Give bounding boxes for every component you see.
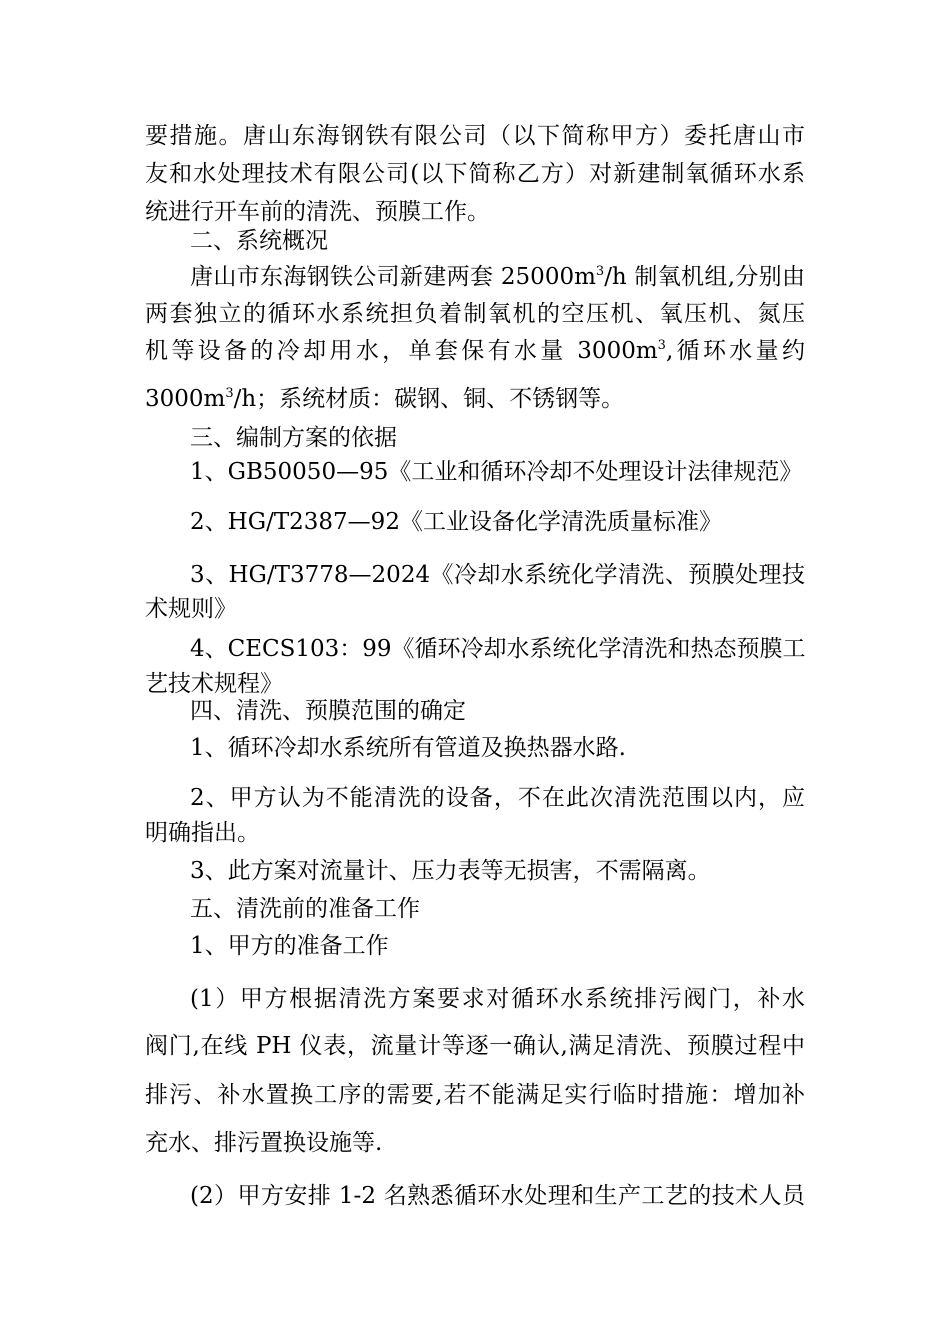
scope-item-1: 1、循环冷却水系统所有管道及换热器水路.	[190, 735, 626, 761]
section-heading-scope: 四、清洗、预膜范围的确定	[190, 698, 466, 724]
basis-item-2: 2、HG/T2387—92《工业设备化学清洗质量标准》	[190, 509, 722, 535]
preparation-p1-line-3: 排污、补水置换工序的需要,若不能满足实行临时措施：增加补	[145, 1082, 805, 1108]
overview-line-4: $3000m^3/h$；系统材质：碳钢、铜、不锈钢等。	[145, 386, 625, 412]
section-heading-system-overview: 二、系统概况	[190, 228, 328, 254]
scope-item-2-line-2: 明确指出。	[145, 820, 260, 846]
scope-item-3: 3、此方案对流量计、压力表等无损害，不需隔离。	[190, 858, 711, 884]
basis-item-4-line-2: 艺技术规程》	[145, 671, 283, 697]
overview-line-2: 两套独立的循环水系统担负着制氧机的空压机、氧压机、氮压	[145, 301, 805, 327]
section-heading-preparation: 五、清洗前的准备工作	[190, 896, 420, 922]
intro-line-1: 要措施。唐山东海钢铁有限公司（以下简称甲方）委托唐山市	[145, 123, 805, 149]
preparation-p1-line-1: (1）甲方根据清洗方案要求对循环水系统排污阀门，补水	[190, 986, 805, 1012]
preparation-p1-line-4: 充水、排污置换设施等.	[145, 1130, 383, 1156]
basis-item-1: 1、GB50050—95《工业和循环冷却不处理设计法律规范》	[190, 459, 803, 485]
scope-item-2-line-1: 2、甲方认为不能清洗的设备，不在此次清洗范围以内，应	[190, 785, 805, 811]
intro-line-2: 友和水处理技术有限公司(以下简称乙方）对新建制氧循环水系	[145, 161, 805, 187]
basis-item-3-line-2: 术规则》	[145, 596, 237, 622]
preparation-subheading-party-a: 1、甲方的准备工作	[190, 933, 389, 959]
preparation-p2-line-1: (2）甲方安排 1-2 名熟悉循环水处理和生产工艺的技术人员	[190, 1183, 805, 1209]
overview-line-3: 机等设备的冷却用水，单套保有水量 $3000m^3$,循环水量约	[145, 338, 806, 364]
preparation-p1-line-2: 阀门,在线 PH 仪表，流量计等逐一确认,满足清洗、预膜过程中	[145, 1033, 805, 1059]
basis-item-3-line-1: 3、HG/T3778—2024《冷却水系统化学清洗、预膜处理技	[190, 562, 805, 588]
overview-line-1: 唐山市东海钢铁公司新建两套 $25000m^3/h$ 制氧机组,分别由	[190, 264, 806, 290]
section-heading-basis: 三、编制方案的依据	[190, 425, 397, 451]
intro-line-3: 统进行开车前的清洗、预膜工作。	[145, 199, 490, 225]
basis-item-4-line-1: 4、CECS103：99《循环冷却水系统化学清洗和热态预膜工	[190, 636, 806, 662]
